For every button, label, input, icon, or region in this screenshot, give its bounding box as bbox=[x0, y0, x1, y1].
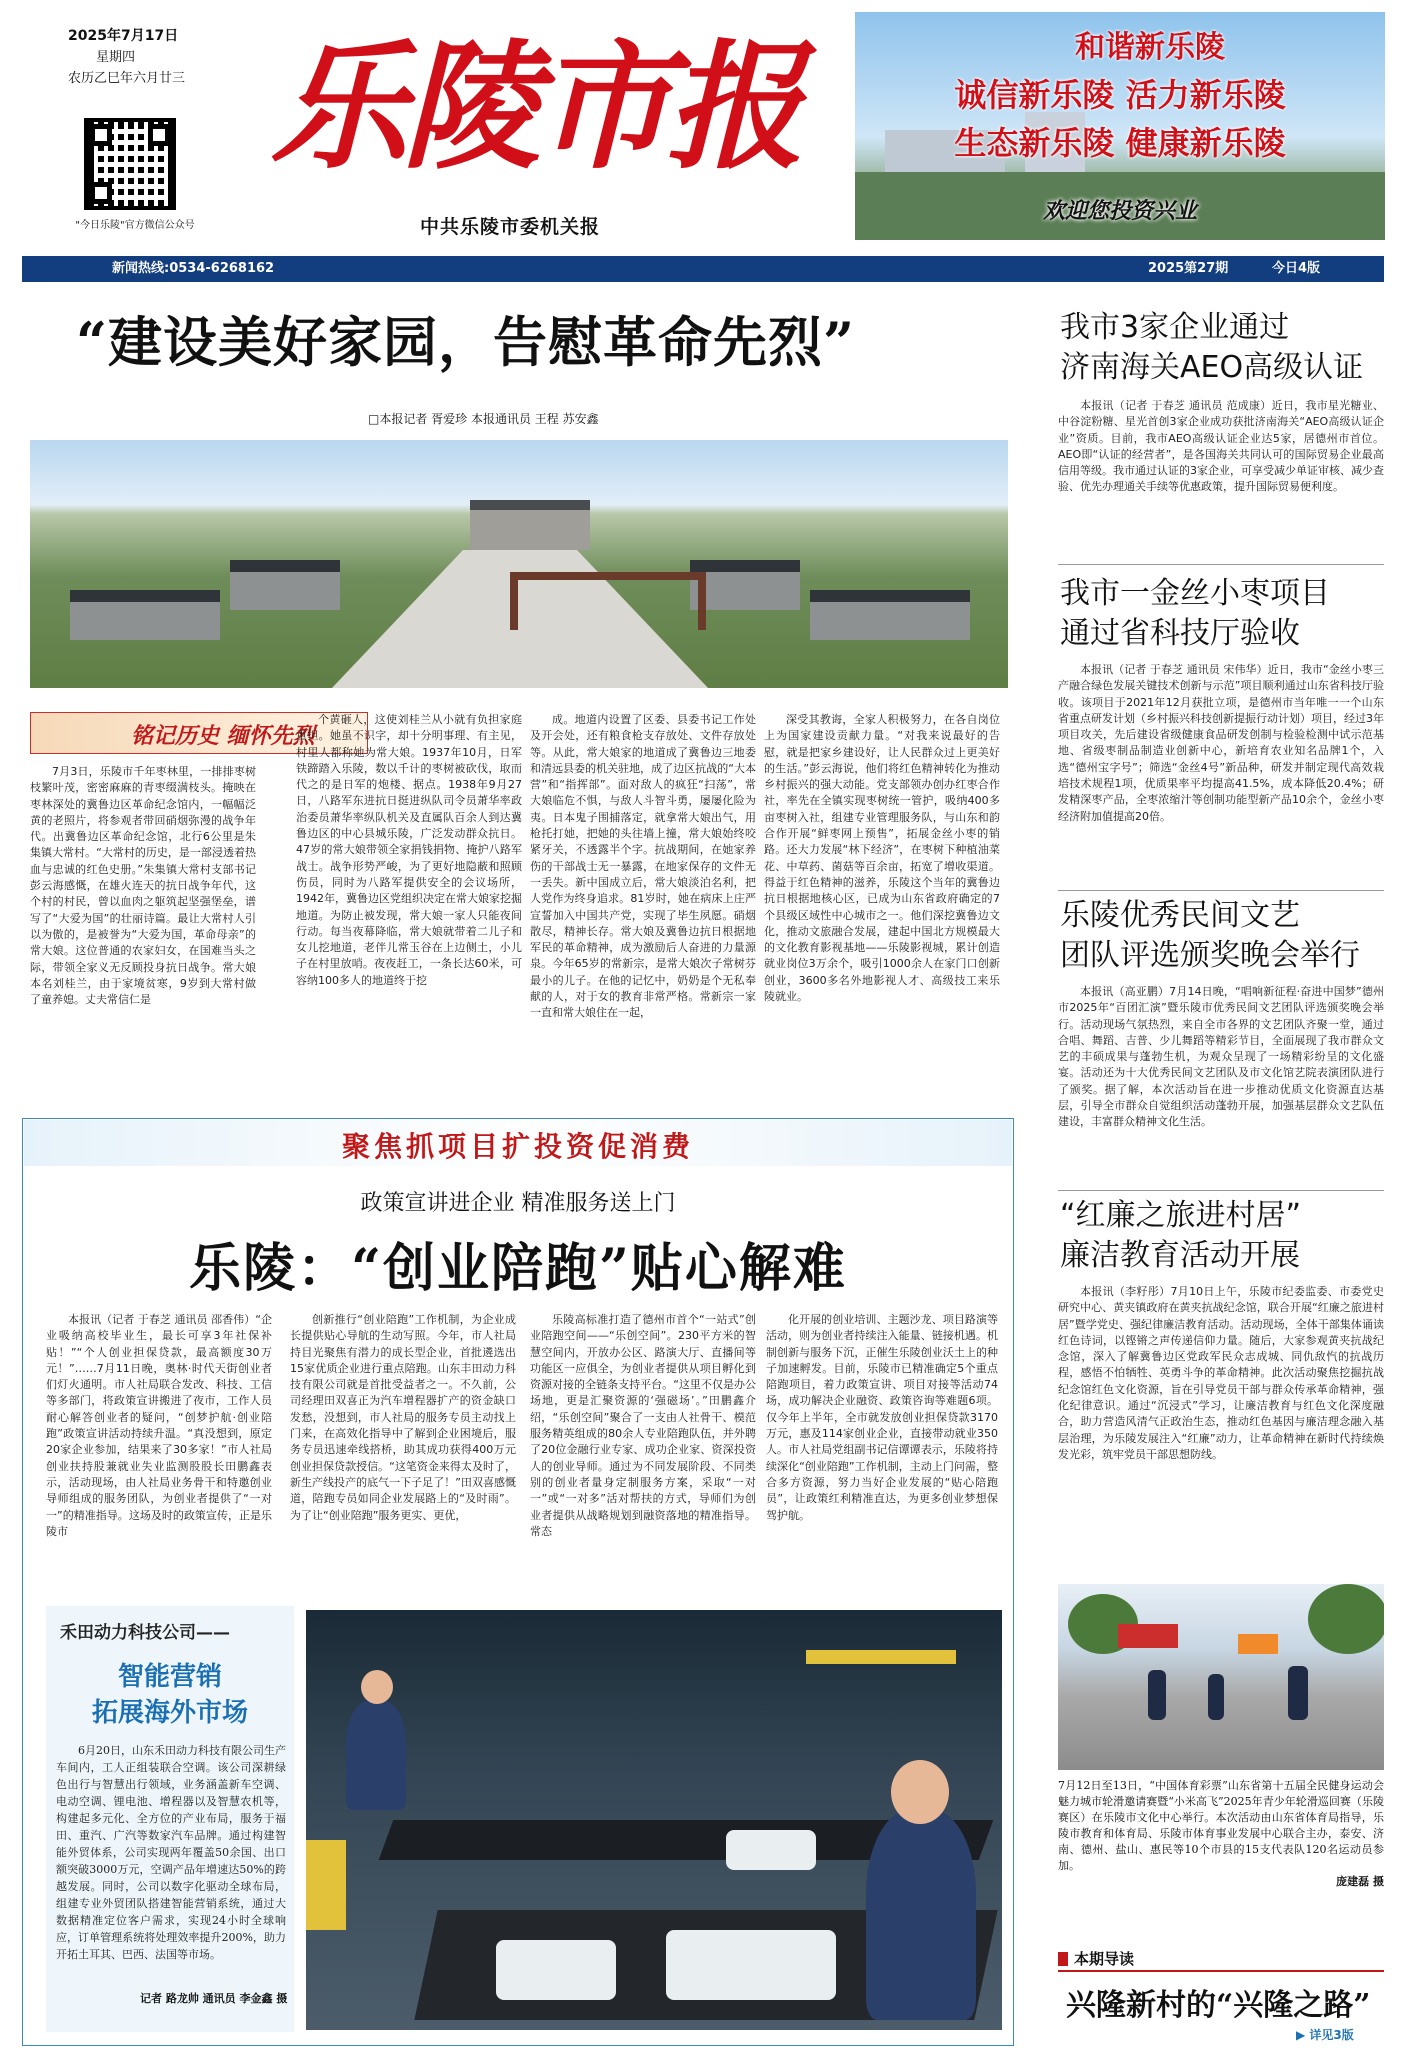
info-bar bbox=[22, 256, 1384, 282]
lead-column-4: 深受其教诲，全家人积极努力，在各自岗位上为国家建设贡献力量。“对我来说最好的告慰，就是把家乡建设好，让人民群众过上更美好的生活。”彭云海说，他们将红色精神转化为推动乡村振兴的强大动能。党支部领办创办红枣合作社，率先在全镇实现枣树统一管护，吸纳400多亩枣树入社，组建专业管理服务队，与山东和韵合作开展“鲜枣网上预售”，拓展金丝小枣的销路。还大力发展“林下经济”，在枣树下种植油菜花、中草药、菌菇等百余亩，拓宽了增收渠道。得益于红色精神的滋养，乐陵这个当年的冀鲁边抗日根据地核心区，已成为山东省政府确定的7个县级区域性中心城市之一。他们深挖冀鲁边文化，推动文旅融合发展，建起中国北方规模最大的文化教育影视基地——乐陵影视城，累计创造就业岗位3万余个，吸引1000余人在家门口创新创业，3600多名外地影视人才、高级技工来乐陵就业。 bbox=[764, 713, 1000, 1004]
story2-body: 本报讯（记者 于春芝 通讯员 宋伟华）近日，我市“金丝小枣三产融合绿色发展关键技术创新与示范”项目顺利通过山东省科技厅验收。该项目于2021年12月获批立项，是德州市当年唯一一个山东省重点研发计划（乡村振兴科技创新提振行动计划）项目，经过3年项目攻关，先后建设省级健康食品研发创制与检验检测中试示范基地、省级枣制品制造业创新中心，新培育农业知名品牌1个，入选“德州宝字号”；筛选“金丝4号”新品种，研发并制定现代高效栽培技术规程1项，优质果率平均提高41.5%，成本降低20.4%；研发精深枣产品，全枣浓缩汁等创制功能型新产品10余个，金丝小枣经济附加值提高20倍。 bbox=[1058, 663, 1384, 823]
story1-headline: 我市3家企业通过 济南海关AEO高级认证 bbox=[1060, 310, 1364, 385]
lead-column-2: 个黄砸人，这使刘桂兰从小就有负担家庭重担。她虽不识字，却十分明事理、有主见，村里人都称她为常大娘。1937年10月，日军铁蹄踏入乐陵，数以千计的枣树被砍伐，取而代之的是日军的炮楼、据点。1938年9月27日，八路军东进抗日挺进纵队司令员萧华率政治委员萧华率纵队机关及直属队百余人到达冀鲁边区的中心县城乐陵，广泛发动群众抗日。47岁的常大娘带领全家捐钱捐物、掩护八路军战士。战争形势严峻，为了更好地隐蔽和照顾伤员，同时为八路军提供安全的会议场所，1942年，冀鲁边区党组织决定在常大娘家挖掘地道。为防止被发现，常大娘一家人只能夜间行动。每当夜幕降临，常大娘就带着二儿子和女儿挖地道，老伴儿常玉谷在上边侧土，小儿子在村里放哨。夜夜赶工，一条长达60米，可容纳100多人的地道终于挖 bbox=[296, 713, 522, 987]
lead-headline: “建设美好家园，告慰革命先烈” bbox=[76, 310, 856, 374]
lead-column-3: 成。地道内设置了区委、县委书记工作处及开会处，还有粮食枪支存放处、文件存放处等。从此，常大娘家的地道成了冀鲁边三地委和清远县委的机关驻地，成了边区抗战的“大本营”和“指挥部”。面对敌人的疯狂“扫荡”，常大娘临危不惧，与敌人斗智斗勇，屡屡化险为夷。日本鬼子围捕落定，就拿常大娘出气，用枪托打她，把她的头往墙上撞，常大娘始终咬紧牙关，不透露半个字。抗战期间，在她家养伤的干部战士无一暴露，在地家保存的文件无一丢失。新中国成立后，常大娘淡泊名利，把人党作为终身追求。81岁时，她在病床上庄严宣誓加入中国共产党，实现了毕生夙愿。硝烟散尽，精神长存。常大娘及冀鲁边抗日根据地军民的革命精神，成为激励后人奋进的力量源泉。今年65岁的常新宗，是常大娘次子常树芬最小的儿子。在他的记忆中，奶奶是个无私奉献的人，对于女的教育非常严格。常新宗一家一直和常大娘住在一起， bbox=[530, 713, 756, 1020]
memorial-aerial-photo bbox=[30, 440, 1008, 688]
sidebar-credit: 记者 路龙帅 通讯员 李金鑫 摄 bbox=[140, 1992, 288, 2005]
guide-marker-icon bbox=[1058, 1952, 1068, 1966]
right-divider-2 bbox=[1058, 890, 1384, 891]
feature-column-1: 本报讯（记者 于春芝 通讯员 邵香伟）“企业吸纳高校毕业生，最长可享3年社保补贴！”“个人创业担保贷款，最高额度30万元！”……7月11日晚，奥林·时代天街创业者们灯火通明。市人社局联合发改、科技、工信等多部门，将政策宣讲搬进了夜市，工作人员耐心解答创业者的疑问，“创梦护航·创业陪跑”政策宣讲活动持续升温。“真没想到，原定20家企业参加，结果来了30多家！”市人社局创业扶持股兼就业失业监测股股长田鹏鑫表示，活动现场，由人社局业务骨干和特邀创业导师组成的服务团队，为创业者提供了“一对一”的精准指导。这场及时的政策宣传，正是乐陵市 bbox=[46, 1313, 272, 1538]
rollerskate-event-photo bbox=[1058, 1584, 1384, 1770]
newspaper-subtitle: 中共乐陵市委机关报 bbox=[420, 216, 601, 238]
banner-line-2: 诚信新乐陵 活力新乐陵 bbox=[954, 76, 1286, 114]
story3-body: 本报讯（高亚鹏）7月14日晚，“唱响新征程·奋进中国梦”德州市2025年“百团汇演”暨乐陵市优秀民间文艺团队评选颁奖晚会举行。活动现场气氛热烈，来自全市各界的文艺团队齐聚一堂，通过合唱、舞蹈、吉普、少儿舞蹈等精彩节目，全面展现了我市群众文艺的丰硕成果与蓬勃生机，为观众呈现了一场精彩纷呈的文化盛宴。活动还为十大优秀民间文艺团队及市文化馆艺院表演团队进行了颁奖。据了解，本次活动旨在进一步推动优质文化资源直达基层，引导全市群众自觉组织活动蓬勃开展，加强基层群众文艺队伍建设，丰富群众精神文化生活。 bbox=[1058, 985, 1384, 1129]
page-count: 今日4版 bbox=[1272, 261, 1321, 276]
sidebar-headline-1: 智能营销 bbox=[117, 1662, 222, 1692]
feature-column-4: 化开展的创业培训、主题沙龙、项目路演等活动，则为创业者持续注入能量、链接机遇。机制创新与服务下沉，正催生乐陵创业沃土上的种子加速孵发。目前，乐陵市已精准确定5个重点陪跑项目，着力政策宣讲、项目对接等活动74场，成功解决企业融资、政策咨询等难题6项。仅今年上半年，全市就发放创业担保贷款3170万元，惠及114家创业企业，直接带动就业350人。市人社局党组副书记信谭谭表示，乐陵将持续深化“创业陪跑”工作机制，主动上门问需，整合多方资源，努力当好企业发展的“贴心陪跑员”，让政策红利精准直达，为更多创业梦想保驾护航。 bbox=[766, 1313, 998, 1522]
feature-column-3: 乐陵高标准打造了德州市首个“一站式”创业陪跑空间——“乐创空间”。230平方米的智慧空间内，开放办公区、路演大厅、直播间等功能区一应俱全，为创业者提供从项目孵化到资源对接的全链条支持平台。“这里不仅是办公场地，更是汇聚资源的‘强磁场’。”田鹏鑫介绍，“乐创空间”聚合了一支由人社骨干、模范服务精英组成的80余人专业陪跑队伍，并外聘了20位金融行业专家、成功企业家、资深投资人的创业导师。通过为不同发展阶段、不同类别的创业者量身定制服务方案，采取“一对一”或“一对多”活对帮扶的方式，导师们为创业者提供从战略规划到融资落地的精准指导。常态 bbox=[530, 1313, 756, 1538]
right-divider-3 bbox=[1058, 1190, 1384, 1191]
story4-body: 本报讯（李籽彤）7月10日上午，乐陵市纪委监委、市委党史研究中心、黄夹镇政府在黄夹抗战纪念馆，联合开展“红廉之旅进村居”暨学党史、强纪律廉洁教育活动。活动现场，全体干部集体诵读红色诗词，以铿锵之声传递信仰力量。随后，大家参观黄夹抗战纪念馆，深入了解冀鲁边区党政军民众志成城、同仇敌忾的抗战历程，感悟不怕牺牲、英勇斗争的革命精神。此次活动聚焦挖掘抗战纪念馆红色文化资源，旨在引导党员干部与群众传承革命精神，强化纪律意识。通过“沉浸式”学习，让廉洁教育与红色文化深度融合，助力营造风清气正政治生态，推动红色基因与廉洁理念融入基层治理，为乐陵发展注入“红廉”动力，让革命精神在新时代持续焕发光彩，筑牢党员干部思想防线。 bbox=[1058, 1285, 1384, 1461]
sidebar-body: 6月20日，山东禾田动力科技有限公司生产车间内，工人正组装联合空调。该公司深耕绿色出行与智慧出行领域，业务涵盖新车空调、电动空调、锂电池、增程器以及智慧农机等，构建起多元化、全方位的产业布局，服务于福田、重汽、广汽等数家汽车品牌。通过构建智能外贸体系，公司实现两年覆盖50余国、出口额突破3000万元，空调产品年增速达50%的跨越发展。同时，公司以数字化驱动全球布局，组建专业外贸团队搭建智能营销系统，通过大数据精准定位客户需求，实现24小时全球响应，订单管理系统将处理效率提升200%，助力开拓土耳其、巴西、法国等市场。 bbox=[56, 1744, 286, 1961]
promo-banner bbox=[855, 12, 1385, 240]
sidebar-company: 禾田动力科技公司—— bbox=[60, 1623, 230, 1643]
event-photo-credit: 庞建磊 摄 bbox=[1336, 1875, 1384, 1888]
news-hotline: 新闻热线:0534-6268162 bbox=[112, 261, 275, 276]
feature-headline: 乐陵：“创业陪跑”贴心解难 bbox=[189, 1238, 847, 1299]
issue-guide-label: 本期导读 bbox=[1074, 1950, 1135, 1968]
lead-byline: □本报记者 胥爱珍 本报通讯员 王程 苏安鑫 bbox=[368, 412, 599, 426]
banner-line-4: 欢迎您投资兴业 bbox=[1042, 198, 1197, 224]
issue-guide-bar bbox=[1058, 1946, 1384, 1972]
newspaper-title: 乐陵市报 bbox=[270, 25, 799, 188]
feature-column-2: 创新推行“创业陪跑”工作机制，为企业成长提供贴心导航的生动写照。今年，市人社局持目光聚焦有潜力的成长型企业，首批遴选出15家优质企业进行重点陪跑。山东丰田动力科技有限公司就是首批受益者之一。不久前，公司经理田双喜正为汽车增程器扩产的资金缺口发愁，没想到，市人社局的服务专员主动找上门来，在高效化指导中了解到企业困境后，服务专员迅速牵线搭桥，助其成功获得400万元创业担保贷款授信。“这笔资金来得太及时了，新生产线投产的底气一下子足了！”田双喜感慨道，陪跑专员如同企业发展路上的“及时雨”。为了让“创业陪跑”服务更实、更优， bbox=[290, 1313, 516, 1522]
column-tag-text: 铭记历史 缅怀先烈 bbox=[131, 723, 315, 749]
banner-line-3: 生态新乐陵 健康新乐陵 bbox=[954, 124, 1286, 162]
right-divider-1 bbox=[1058, 564, 1384, 565]
story1-body: 本报讯（记者 于春芝 通讯员 范成康）近日，我市星光糖业、中谷淀粉糖、星光首创3家企业成功获批济南海关“AEO高级认证企业”资质。目前，我市AEO高级认证企业达5家，居德州市首位。AEO即“认证的经营者”，是各国海关共同认可的国际贸易企业最高信用等级。我市通过认证的3家企业，可享受减少单证审核、减少查验、优先办理通关手续等优惠政策，提升国际贸易便利度。 bbox=[1058, 399, 1384, 494]
lead-column-1: 7月3日，乐陵市千年枣林里，一排排枣树枝繁叶茂，密密麻麻的青枣缀满枝头。掩映在枣林深处的冀鲁边区革命纪念馆内，一幅幅泛黄的老照片，将参观者带回硝烟弥漫的战争年代。出冀鲁边区革命纪念馆，北行6公里是朱集镇大常村。“大常村的历史，是一部浸透着热血与忠诚的红色史册。”朱集镇大常村支部书记彭云海感慨，在雄火连天的抗日战争年代，这个村的村民，曾以血肉之躯筑起坚强堡垒，谱写了“大爱为国”的壮丽诗篇。最让大常村人引以为傲的，是被誉为“大爱为国，革命母亲”的常大娘。这位普通的农家妇女，在国难当头之际，带领全家义无反顾投身抗日战争。常大娘本名刘桂兰，由于家境贫寒，9岁到大常村做了童养媳。丈夫常信仁是 bbox=[30, 765, 256, 1007]
issue-weekday: 星期四 bbox=[96, 50, 136, 65]
feature-kicker: 政策宣讲进企业 精准服务送上门 bbox=[360, 1191, 676, 1216]
feature-section-title: 聚焦抓项目扩投资促消费 bbox=[341, 1130, 694, 1163]
qr-caption: "今日乐陵"官方微信公众号 bbox=[75, 220, 195, 231]
story4-headline: “红廉之旅进村居” 廉洁教育活动开展 bbox=[1060, 1198, 1302, 1273]
masthead-date-block bbox=[68, 26, 258, 89]
issue-lunar-date: 农历乙巳年六月廿三 bbox=[68, 71, 186, 86]
issue-date: 2025年7月17日 bbox=[68, 28, 179, 44]
sidebar-headline-2: 拓展海外市场 bbox=[91, 1698, 248, 1728]
story3-headline: 乐陵优秀民间文艺 团队评选颁奖晚会举行 bbox=[1060, 898, 1360, 973]
issue-guide-page-ref[interactable]: ▶ 详见3版 bbox=[1296, 2028, 1354, 2042]
story2-headline: 我市一金丝小枣项目 通过省科技厅验收 bbox=[1060, 576, 1330, 651]
play-arrow-icon: ▶ bbox=[1296, 2028, 1310, 2042]
factory-workshop-photo bbox=[306, 1610, 1002, 2030]
issue-number: 2025第27期 bbox=[1148, 261, 1229, 276]
wechat-qr-code bbox=[84, 118, 176, 210]
issue-guide-title[interactable]: 兴隆新村的“兴隆之路” bbox=[1066, 1988, 1371, 2023]
banner-line-1: 和谐新乐陵 bbox=[1075, 30, 1225, 65]
event-photo-caption: 7月12日至13日，“中国体育彩票”山东省第十五届全民健身运动会魅力城市轮滑邀请赛暨“小米高飞”2025年青少年轮滑巡回赛（乐陵赛区）在乐陵市文化中心举行。本次活动由山东省体育局指导，乐陵市教育和体育局、乐陵市体育事业发展中心联合主办，泰安、济南、德州、盐山、惠民等10个市县的15支代表队120名运动员参加。 庞建磊 摄 bbox=[1058, 1779, 1384, 1888]
